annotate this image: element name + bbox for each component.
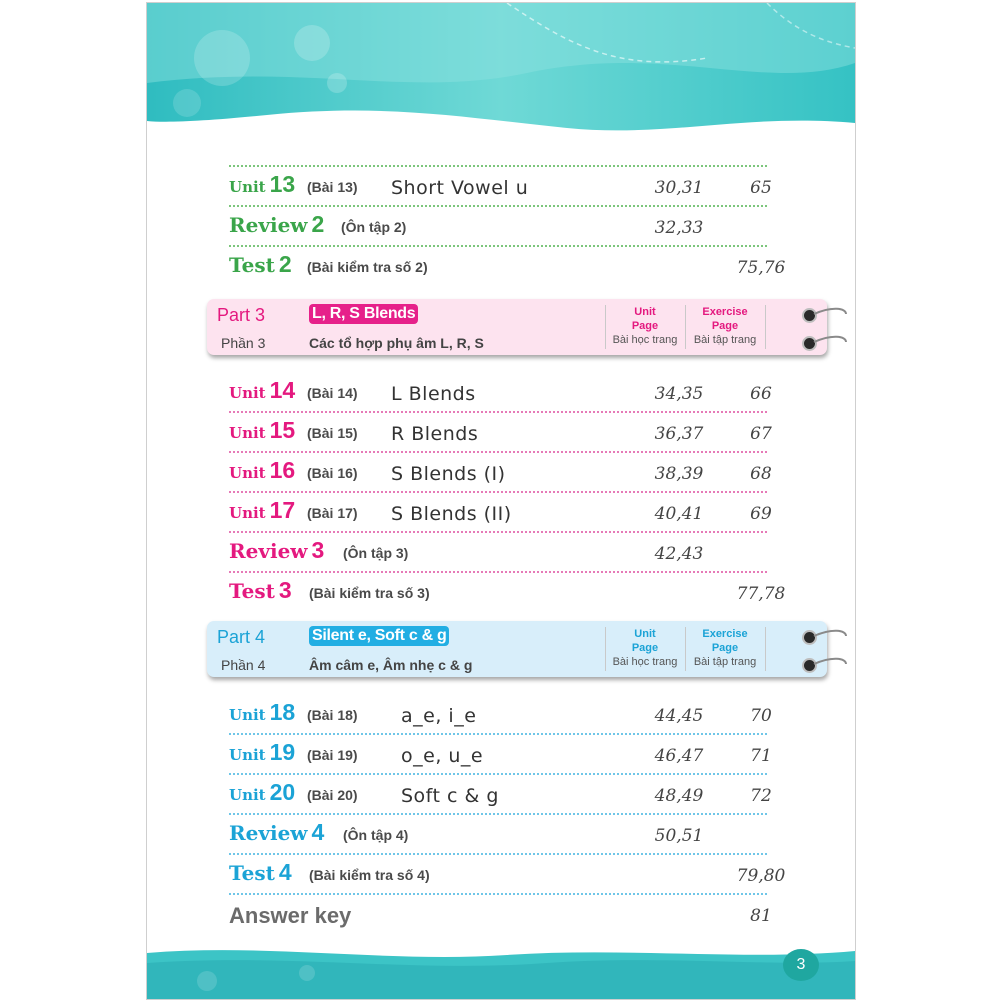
toc-row-test-3[interactable]	[229, 573, 786, 613]
unit-title: a_e, i_e	[401, 705, 477, 727]
part-name: Silent e, Soft c & g	[309, 626, 449, 646]
unit-page: 36,37	[654, 424, 704, 444]
unit-label: Unit 15	[229, 417, 296, 443]
viet-label: (Ôn tập 3)	[343, 545, 409, 561]
toc-row-unit-18[interactable]	[229, 695, 772, 735]
unit-title: S Blends (II)	[391, 503, 512, 525]
toc-row-unit-13[interactable]	[229, 167, 772, 207]
answer-key-page: 81	[750, 906, 772, 926]
answer-key-label: Answer key	[229, 903, 352, 928]
binder-wire-icon	[812, 622, 852, 682]
toc-row-review-4[interactable]	[229, 815, 767, 855]
toc-row-unit-16[interactable]	[229, 453, 772, 493]
viet-label: (Bài kiểm tra số 3)	[309, 585, 430, 601]
unit-page: 32,33	[654, 218, 704, 238]
unit-title: S Blends (I)	[391, 463, 506, 485]
viet-label: (Bài 17)	[307, 505, 358, 521]
unit-label: Unit 14	[229, 377, 296, 403]
exercise-page-column-header: Exercise Page Bài tập trang	[685, 305, 764, 349]
book-page	[146, 2, 856, 1000]
binder-wire-icon	[812, 300, 852, 360]
viet-label: (Bài 20)	[307, 787, 358, 803]
toc-row-answer-key[interactable]	[229, 895, 772, 935]
test-label: Test 3	[229, 577, 292, 603]
viet-label: (Bài 15)	[307, 425, 358, 441]
unit-label: Unit 19	[229, 739, 296, 765]
review-label: Review 2	[229, 211, 325, 237]
viet-label: (Ôn tập 4)	[343, 827, 409, 843]
part-3-header	[207, 299, 827, 355]
unit-title: Soft c & g	[401, 785, 499, 807]
exercise-page: 70	[750, 706, 772, 726]
column-separator	[765, 305, 768, 349]
column-separator	[765, 627, 768, 671]
unit-label: Unit 17	[229, 497, 296, 523]
exercise-page: 72	[750, 786, 772, 806]
viet-label: (Bài 13)	[307, 179, 358, 195]
unit-page: 30,31	[654, 178, 704, 198]
part-label-vi: Phần 4	[221, 657, 266, 673]
part-name: L, R, S Blends	[309, 304, 418, 324]
unit-title: L Blends	[391, 383, 476, 405]
exercise-page: 75,76	[736, 258, 786, 278]
exercise-page: 69	[750, 504, 772, 524]
toc-row-unit-20[interactable]	[229, 775, 772, 815]
unit-page: 50,51	[654, 826, 704, 846]
part-name-vi: Âm câm e, Âm nhẹ c & g	[309, 657, 473, 673]
viet-label: (Bài 16)	[307, 465, 358, 481]
unit-label: Unit 13	[229, 171, 296, 197]
unit-page: 40,41	[654, 504, 704, 524]
viet-label: (Bài 14)	[307, 385, 358, 401]
unit-page: 44,45	[654, 706, 704, 726]
exercise-page: 66	[750, 384, 772, 404]
viet-label: (Bài kiểm tra số 4)	[309, 867, 430, 883]
exercise-page: 68	[750, 464, 772, 484]
part-label-vi: Phần 3	[221, 335, 266, 351]
part-name-vi: Các tổ hợp phụ âm L, R, S	[309, 335, 484, 351]
toc-row-unit-19[interactable]	[229, 735, 772, 775]
unit-page-column-header: Unit Page Bài học trang	[605, 305, 684, 349]
review-label: Review 3	[229, 537, 325, 563]
unit-page: 48,49	[654, 786, 704, 806]
exercise-page: 79,80	[736, 866, 786, 886]
part-label: Part 3	[217, 305, 266, 325]
exercise-page: 65	[750, 178, 772, 198]
part-4-header	[207, 621, 827, 677]
exercise-page: 77,78	[736, 584, 786, 604]
viet-label: (Bài 18)	[307, 707, 358, 723]
unit-page-column-header: Unit Page Bài học trang	[605, 627, 684, 671]
toc-row-unit-17[interactable]	[229, 493, 772, 533]
exercise-page: 67	[750, 424, 772, 444]
exercise-page: 71	[750, 746, 772, 766]
viet-label: (Ôn tập 2)	[341, 219, 407, 235]
unit-label: Unit 20	[229, 779, 296, 805]
unit-page: 38,39	[654, 464, 704, 484]
toc-row-unit-14[interactable]	[229, 373, 772, 413]
exercise-page-column-header: Exercise Page Bài tập trang	[685, 627, 764, 671]
part-label: Part 4	[217, 627, 266, 647]
toc-row-review-2[interactable]	[229, 207, 767, 247]
unit-title: R Blends	[391, 423, 479, 445]
unit-page: 42,43	[654, 544, 704, 564]
unit-label: Unit 18	[229, 699, 296, 725]
toc-row-test-4[interactable]	[229, 855, 786, 895]
viet-label: (Bài kiểm tra số 2)	[307, 259, 428, 275]
page-number: 3	[783, 949, 819, 981]
test-label: Test 4	[229, 859, 292, 885]
toc-row-unit-15[interactable]	[229, 413, 772, 453]
review-label: Review 4	[229, 819, 325, 845]
unit-title: Short Vowel u	[391, 177, 529, 199]
header-wave-decoration	[147, 3, 855, 143]
toc-row-test-2[interactable]	[229, 247, 786, 287]
unit-page: 46,47	[654, 746, 704, 766]
unit-label: Unit 16	[229, 457, 296, 483]
unit-page: 34,35	[654, 384, 704, 404]
unit-title: o_e, u_e	[401, 745, 484, 767]
viet-label: (Bài 19)	[307, 747, 358, 763]
toc-row-review-3[interactable]	[229, 533, 767, 573]
footer-wave-decoration	[147, 943, 855, 1000]
test-label: Test 2	[229, 251, 292, 277]
